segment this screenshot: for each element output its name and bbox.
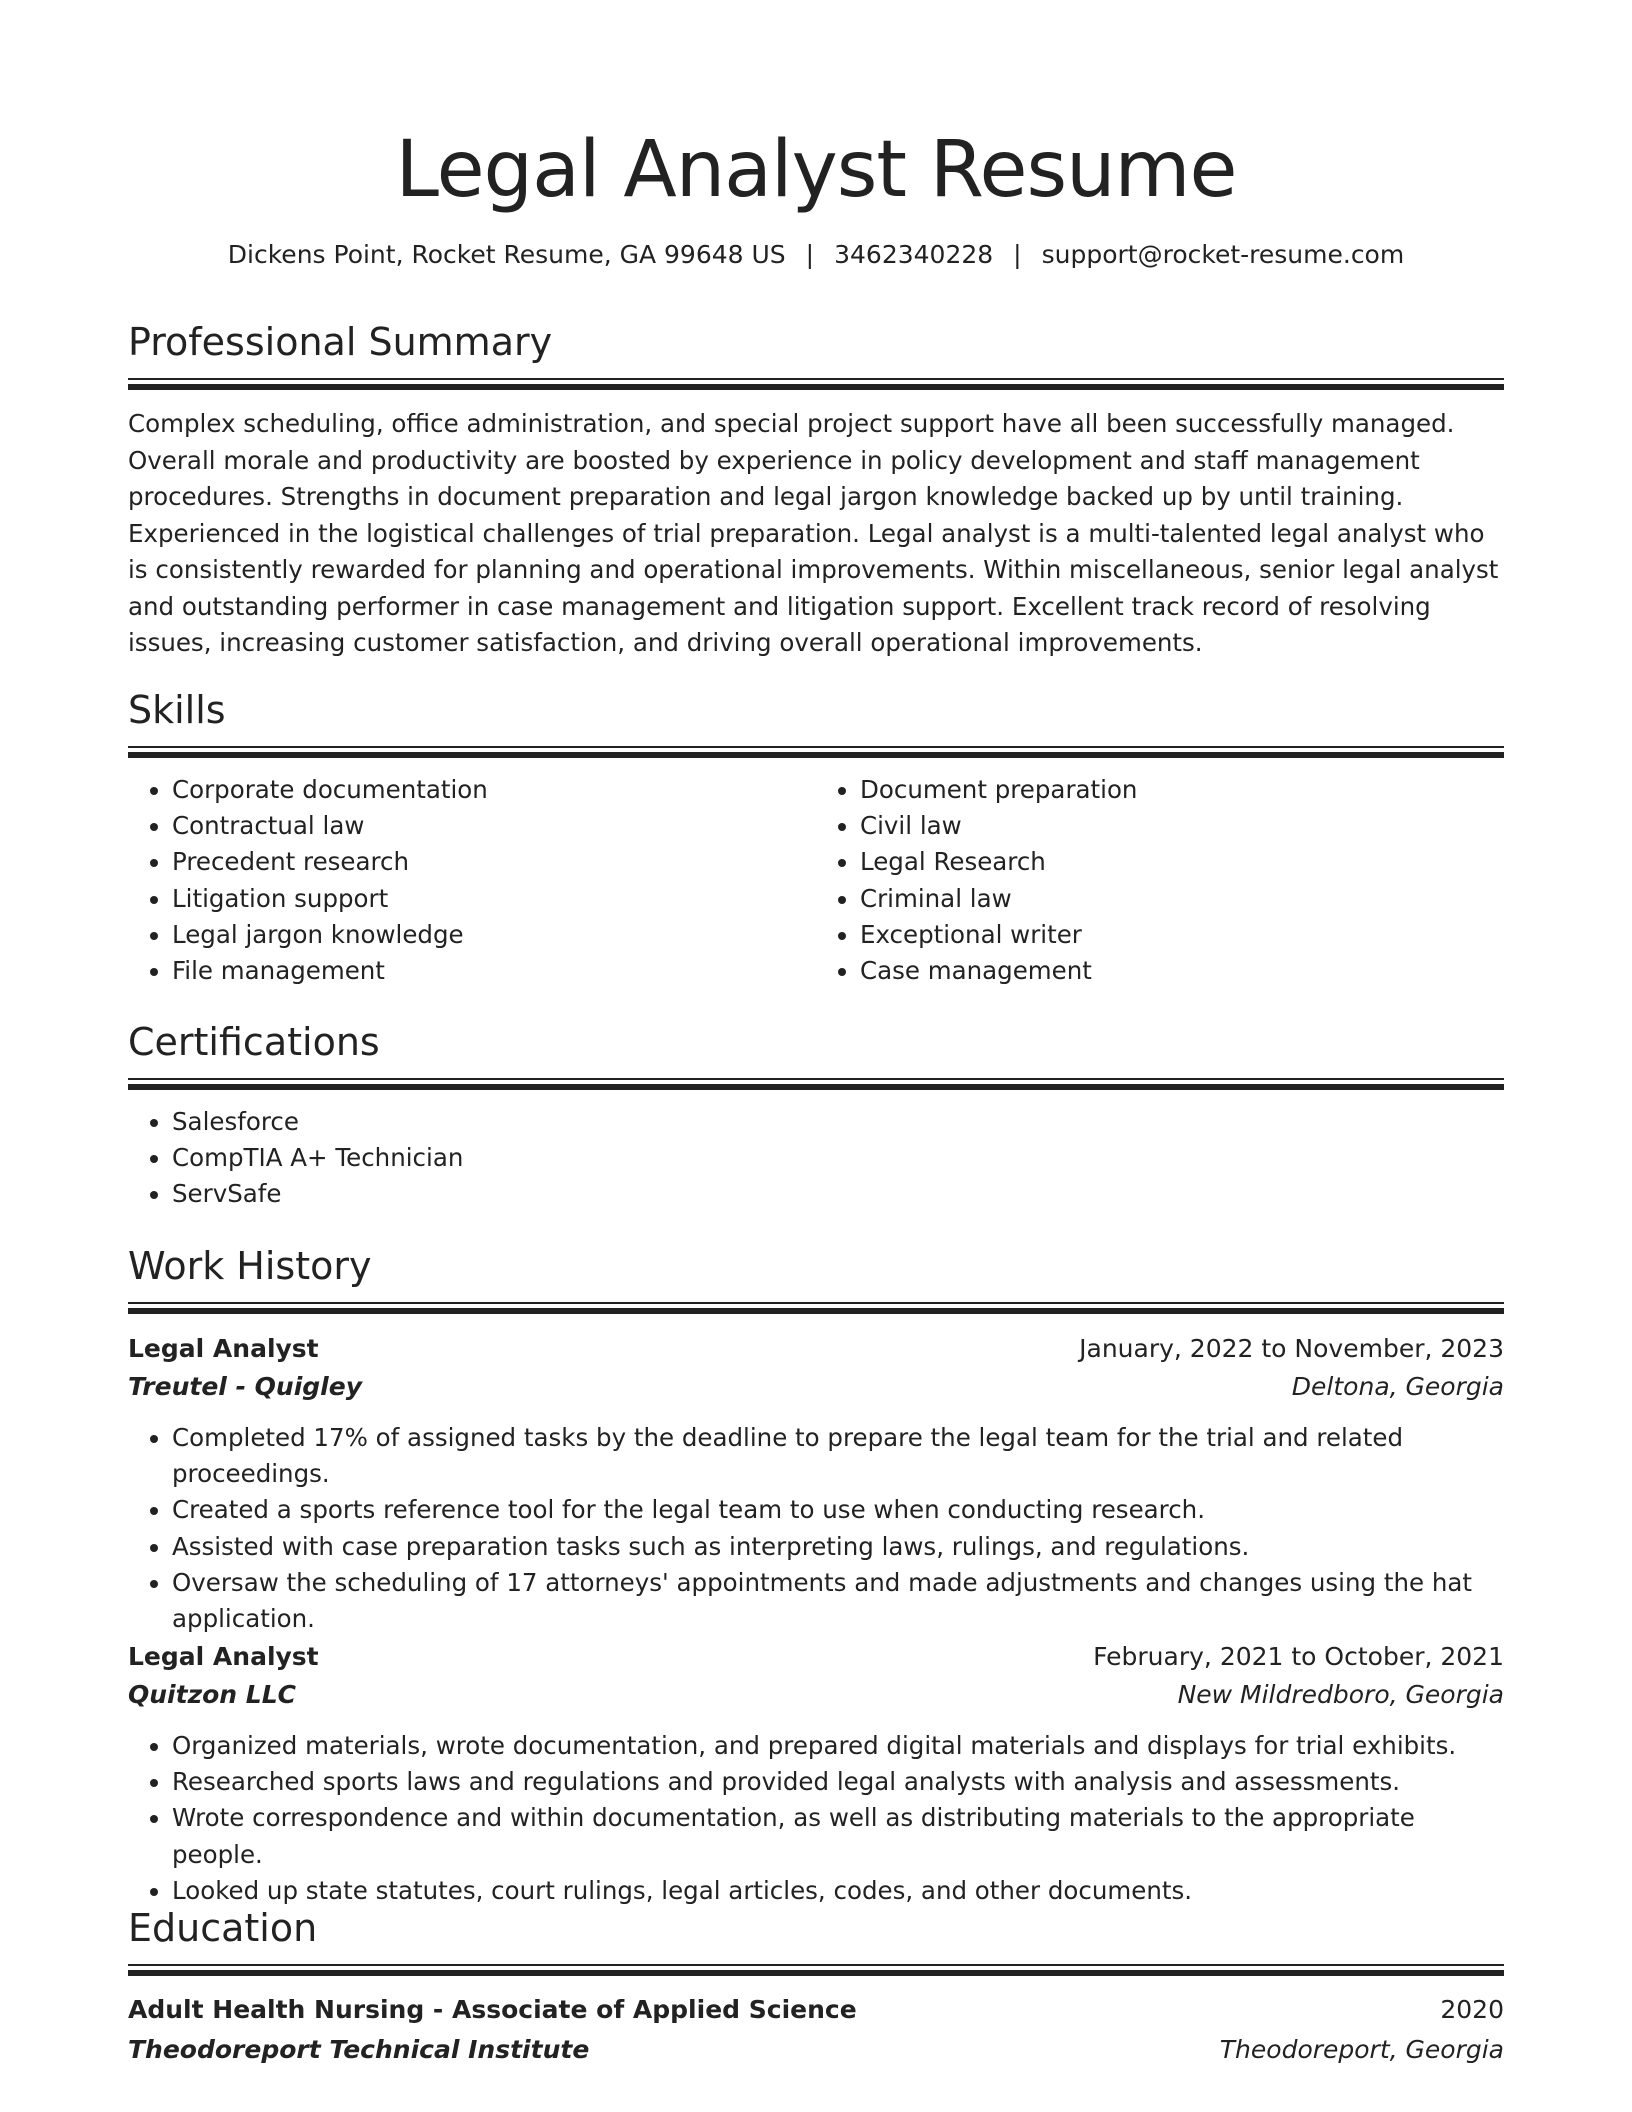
- list-item: • Created a sports reference tool for the legal team to use when conducting research.: [172, 1492, 1504, 1528]
- list-item: • Litigation support: [172, 881, 816, 917]
- job-company: Treutel - Quigley: [128, 1372, 362, 1401]
- job-title: Legal Analyst: [128, 1642, 319, 1671]
- skills-section: [128, 686, 1504, 989]
- job-entry: [128, 1638, 1504, 1909]
- education-section: [128, 1904, 1504, 1976]
- list-item: • Case management: [860, 953, 1504, 989]
- page-title: Legal Analyst Resume: [395, 125, 1237, 215]
- list-item: • Contractual law: [172, 808, 816, 844]
- education-entry: [128, 1991, 1504, 2069]
- list-item: • Criminal law: [860, 881, 1504, 917]
- list-item: • Completed 17% of assigned tasks by the deadline to prepare the legal team for the trial and related proceedings.: [172, 1420, 1504, 1492]
- job-entry: [128, 1330, 1504, 1637]
- job-dates: January, 2022 to November, 2023: [1079, 1334, 1504, 1363]
- list-item: • Legal jargon knowledge: [172, 917, 816, 953]
- skills-left-list: [128, 772, 816, 989]
- list-item: • Looked up state statutes, court rulings, legal articles, codes, and other documents.: [172, 1873, 1504, 1909]
- contact-email: support@rocket-resume.com: [1041, 240, 1405, 269]
- job-header: [128, 1638, 1504, 1676]
- summary-heading: Professional Summary: [128, 320, 553, 364]
- job-subheader: [128, 1676, 1504, 1714]
- education-school: Theodoreport Technical Institute: [128, 2035, 590, 2064]
- section-divider: [128, 1302, 1504, 1304]
- list-item: • Assisted with case preparation tasks such as interpreting laws, rulings, and regulations.: [172, 1529, 1504, 1565]
- list-item: • Organized materials, wrote documentation, and prepared digital materials and displays for trial exhibits.: [172, 1728, 1504, 1764]
- list-item: • File management: [172, 953, 816, 989]
- list-item: • CompTIA A+ Technician: [172, 1140, 1504, 1176]
- list-item: • ServSafe: [172, 1176, 1504, 1212]
- section-divider: [128, 1078, 1504, 1080]
- education-location: Theodoreport, Georgia: [1219, 2035, 1504, 2064]
- job-dates: February, 2021 to October, 2021: [1093, 1642, 1504, 1671]
- section-divider: [128, 1970, 1504, 1976]
- job-location: Deltona, Georgia: [1291, 1372, 1504, 1401]
- job-company: Quitzon LLC: [128, 1680, 297, 1709]
- job-title: Legal Analyst: [128, 1334, 319, 1363]
- section-divider: [128, 752, 1504, 758]
- list-item: • Exceptional writer: [860, 917, 1504, 953]
- work-history-heading: Work History: [128, 1244, 372, 1288]
- education-year: 2020: [1440, 1995, 1504, 2024]
- list-item: • Corporate documentation: [172, 772, 816, 808]
- job-header: [128, 1330, 1504, 1368]
- education-degree: Adult Health Nursing - Associate of Applied Science: [128, 1995, 857, 2024]
- job-bullets: [128, 1420, 1504, 1637]
- summary-section: [128, 318, 1504, 662]
- skills-heading: Skills: [128, 688, 226, 732]
- list-item: • Document preparation: [860, 772, 1504, 808]
- contact-address: Dickens Point, Rocket Resume, GA 99648 US: [227, 240, 786, 269]
- contact-phone: 3462340228: [834, 240, 994, 269]
- section-divider: [128, 1084, 1504, 1090]
- job-bullets: [128, 1728, 1504, 1909]
- list-item: • Wrote correspondence and within documentation, as well as distributing materials to the appropriate people.: [172, 1800, 1504, 1872]
- contact-line: [128, 238, 1504, 272]
- education-heading: Education: [128, 1906, 318, 1950]
- work-history-section: [128, 1242, 1504, 1314]
- certifications-section: [128, 1018, 1504, 1213]
- section-divider: [128, 1964, 1504, 1966]
- summary-text: Complex scheduling, office administration, and special project support have all been successfully managed. Overall morale and productivity are boosted by experience in policy development and staff management procedures. Strengths in document preparation and legal jargon knowledge backed up by until training. Experienced in the logistical challenges of trial preparation. Legal analyst is a multi-talented legal analyst who is consistently rewarded for planning and operational improvements. Within miscellaneous, senior legal analyst and outstanding performer in case management and litigation support. Excellent track record of resolving issues, increasing customer satisfaction, and driving overall operational improvements.: [128, 409, 1499, 657]
- list-item: • Precedent research: [172, 844, 816, 880]
- contact-separator: |: [1013, 240, 1022, 269]
- skills-columns: [128, 772, 1504, 989]
- job-location: New Mildredboro, Georgia: [1177, 1680, 1504, 1709]
- job-subheader: [128, 1368, 1504, 1406]
- education-subheader: [128, 2031, 1504, 2069]
- list-item: • Legal Research: [860, 844, 1504, 880]
- certifications-heading: Certifications: [128, 1020, 380, 1064]
- list-item: • Civil law: [860, 808, 1504, 844]
- list-item: • Oversaw the scheduling of 17 attorneys' appointments and made adjustments and changes using the hat application.: [172, 1565, 1504, 1637]
- education-header: [128, 1991, 1504, 2029]
- certifications-list: [128, 1104, 1504, 1213]
- section-divider: [128, 378, 1504, 380]
- section-divider: [128, 1308, 1504, 1314]
- skills-right-list: [816, 772, 1504, 989]
- list-item: • Salesforce: [172, 1104, 1504, 1140]
- section-divider: [128, 746, 1504, 748]
- list-item: • Researched sports laws and regulations and provided legal analysts with analysis and assessments.: [172, 1764, 1504, 1800]
- section-divider: [128, 384, 1504, 390]
- contact-separator: |: [805, 240, 815, 269]
